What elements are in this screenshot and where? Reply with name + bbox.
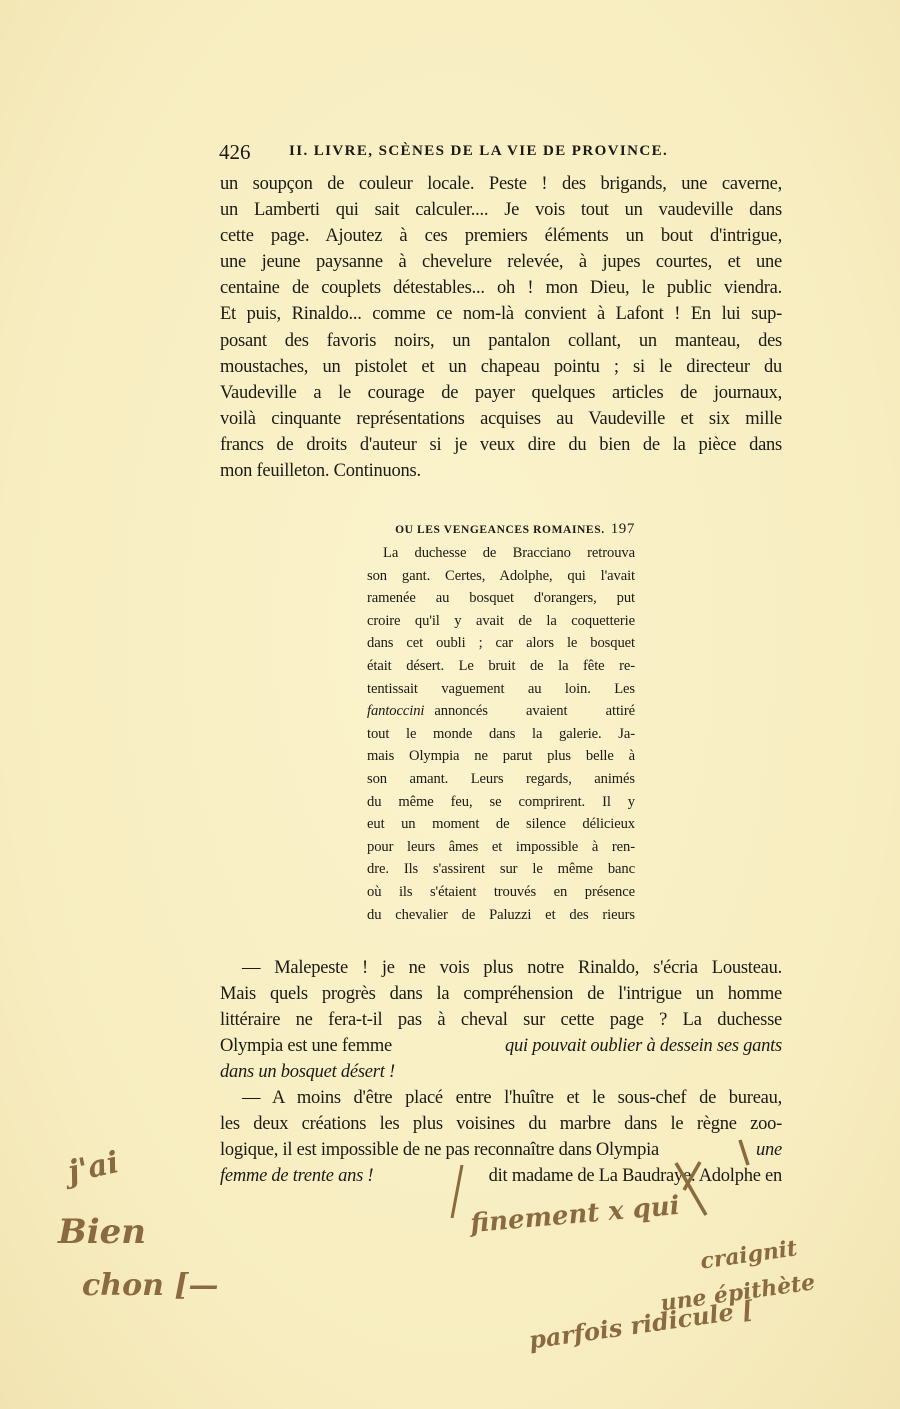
text-line: du même feu, se comprirent. Il y (367, 793, 635, 810)
text-line: Vaudeville a le courage de payer quelques articles de journaux, (220, 382, 782, 403)
inset-page-number: 197 (610, 521, 635, 537)
text-line: francs de droits d'auteur si je veux dire du bien de la pièce dans (220, 434, 782, 455)
text-line: Mais quels progrès dans la compréhension de l'intrigue un homme (220, 984, 782, 1005)
text-line: les deux créations les plus voisines du marbre dans le règne zoo- (220, 1114, 782, 1135)
handwritten-note: j'ai (64, 1145, 122, 1190)
italic-word: fantoccini (367, 703, 425, 720)
handwritten-note: une épithète (658, 1269, 817, 1317)
text-span: dit madame de La Baudraye. Adolphe en (488, 1166, 782, 1187)
text-line: mon feuilleton. Continuons. (220, 461, 421, 482)
text-line: son gant. Certes, Adolphe, qui l'avait (367, 567, 635, 584)
handwritten-note: Bien (58, 1212, 147, 1252)
text-line: mais Olympia ne parut plus belle à (367, 748, 635, 765)
text-line: ramenée au bosquet d'orangers, put (367, 590, 635, 607)
text-line: une jeune paysanne à chevelure relevée, à jupes courtes, et une (220, 252, 782, 273)
text-line: eut un moment de silence délicieux (367, 816, 635, 833)
text-span: Olympia est une femme (220, 1036, 392, 1057)
text-line: posant des favoris noirs, un pantalon collant, un manteau, des (220, 330, 782, 351)
text-line: dans un bosquet désert ! (220, 1062, 395, 1083)
handwritten-note: chon [— (82, 1268, 219, 1303)
page-number: 426 (219, 140, 251, 164)
text-line: littéraire ne fera-t-il pas à cheval sur cette page ? La duchesse (220, 1010, 782, 1031)
text-line: dans cet oubli ; car alors le bosquet (367, 635, 635, 652)
text-line: son amant. Leurs regards, animés (367, 770, 635, 787)
text-line: — Malepeste ! je ne vois plus notre Rinaldo, s'écria Lousteau. (242, 958, 782, 978)
text-line: moustaches, un pistolet et un chapeau pointu ; si le directeur du (220, 356, 782, 377)
text-line: était désert. Le bruit de la fête re- (367, 657, 635, 674)
text-line: dre. Ils s'assirent sur le même banc (367, 861, 635, 878)
italic-span: une (756, 1140, 782, 1161)
text-line: tentissait vaguement au loin. Les (367, 680, 635, 697)
handwritten-note: craignit (698, 1235, 799, 1275)
running-title: II. LIVRE, SCÈNES DE LA VIE DE PROVINCE. (289, 143, 669, 159)
inset-running-title: OU LES VENGEANCES ROMAINES. (395, 524, 605, 536)
insertion-mark (452, 1165, 462, 1218)
text-line: La duchesse de Bracciano retrouva (383, 545, 635, 561)
text-line: croire qu'il y avait de la coquetterie (367, 612, 635, 629)
handwritten-note: parfois ridicule [ (527, 1294, 756, 1355)
text-span: logique, il est impossible de ne pas reconnaître dans Olympia (220, 1140, 659, 1161)
text-line: où ils s'étaient trouvés en présence (367, 883, 635, 900)
text-line: du chevalier de Paluzzi et des rieurs (367, 906, 635, 923)
text-line: tout le monde dans la galerie. Ja- (367, 725, 635, 742)
text-line: pour leurs âmes et impossible à ren- (367, 838, 635, 855)
text-line: — A moins d'être placé entre l'huître et le sous-chef de bureau, (242, 1088, 782, 1108)
cross-mark (676, 1140, 748, 1215)
text-line: centaine de couplets détestables... oh ! mon Dieu, le public viendra. (220, 278, 782, 299)
italic-span: femme de trente ans ! (220, 1166, 374, 1187)
italic-span: qui pouvait oublier à dessein ses gants (505, 1036, 782, 1057)
text-line: cette page. Ajoutez à ces premiers éléments un bout d'intrigue, (220, 226, 782, 247)
text-line: un Lamberti qui sait calculer.... Je vois tout un vaudeville dans (220, 200, 782, 221)
text-line: un soupçon de couleur locale. Peste ! des brigands, une caverne, (220, 174, 782, 194)
text-line: voilà cinquante représentations acquises au Vaudeville et six mille (220, 408, 782, 429)
text-line: Et puis, Rinaldo... comme ce nom-là convient à Lafont ! En lui sup- (220, 304, 782, 325)
handwritten-note: finement x qui (469, 1190, 681, 1240)
text-span: annoncés avaient attiré (434, 703, 635, 720)
